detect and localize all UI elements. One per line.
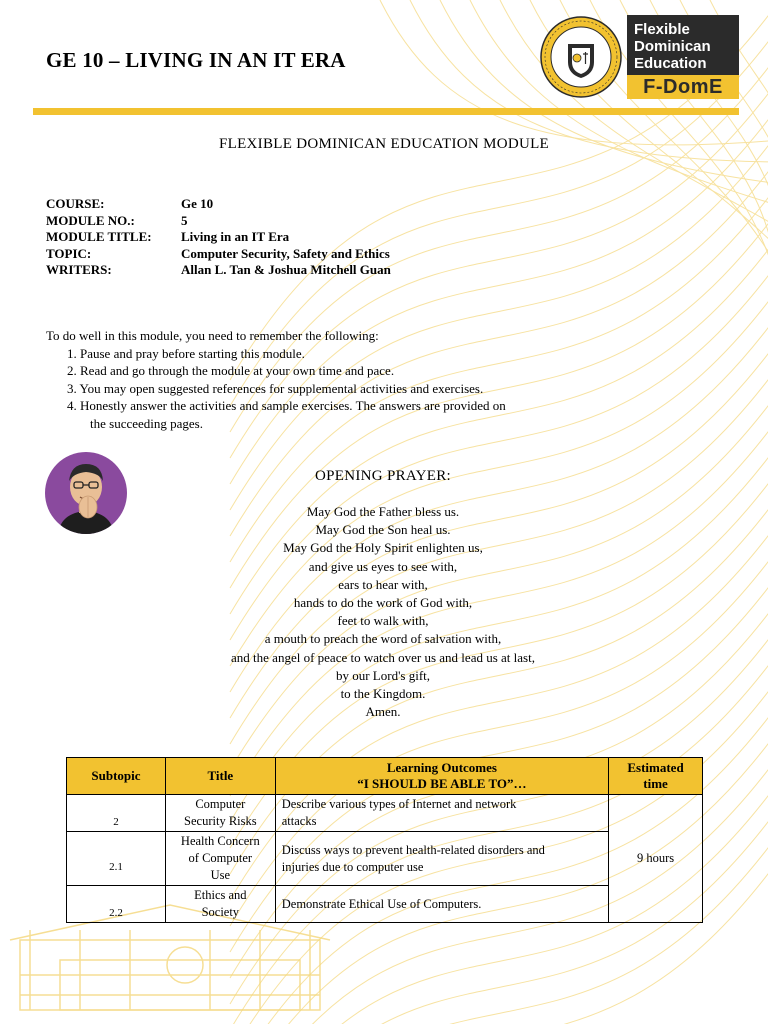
title-line: Society	[201, 905, 240, 919]
brand-line: Flexible	[634, 21, 690, 38]
list-item-continuation: the succeeding pages.	[90, 415, 203, 431]
prayer-line: May God the Holy Spirit enlighten us,	[283, 540, 483, 556]
cell-outcome	[275, 795, 608, 832]
info-row-course	[46, 196, 391, 213]
prayer-line: by our Lord's gift,	[335, 667, 431, 683]
prayer-line: Amen.	[365, 704, 401, 720]
instructions-lead: To do well in this module, you need to remember the following:	[46, 328, 379, 343]
instructions-list	[46, 345, 506, 415]
info-label: WRITERS:	[46, 262, 112, 277]
header-title: Title	[165, 758, 275, 795]
info-value: Ge 10	[181, 196, 214, 211]
subtopic-value: 2	[113, 815, 119, 828]
title-line: of Computer	[188, 851, 253, 865]
table-header-row	[67, 758, 703, 795]
title-line: Computer	[195, 797, 246, 811]
cell-subtopic	[67, 832, 166, 886]
info-label: COURSE:	[46, 196, 105, 211]
outcome-line: Demonstrate Ethical Use of Computers.	[281, 896, 482, 911]
cell-title	[165, 795, 275, 832]
title-line: Use	[210, 868, 231, 882]
header-estimated-time	[609, 758, 703, 795]
info-row-topic	[46, 246, 391, 263]
info-label: MODULE TITLE:	[46, 229, 152, 244]
info-row-module-title	[46, 229, 391, 246]
cell-outcome	[275, 886, 608, 923]
course-title: GE 10 – LIVING IN AN IT ERA	[46, 48, 346, 72]
title-line: Ethics and	[194, 888, 247, 902]
header-text: “I SHOULD BE ABLE TO”…	[357, 776, 527, 791]
wave-line	[230, 130, 768, 510]
brand-tag: F-DomE	[627, 75, 739, 99]
info-label: MODULE NO.:	[46, 212, 135, 228]
list-item: 1. Pause and pray before starting this module.	[67, 345, 305, 361]
list-item: 4. Honestly answer the activities and sample exercises. The answers are provided on	[67, 398, 506, 413]
cell-title	[165, 886, 275, 923]
brand-line: Dominican	[634, 38, 711, 55]
prayer-line: May God the Father bless us.	[306, 504, 460, 519]
list-item: 2. Read and go through the module at your own time and pace.	[67, 363, 395, 378]
info-value: Allan L. Tan & Joshua Mitchell Guan	[181, 262, 391, 277]
avatar-icon	[44, 451, 128, 535]
info-row-writers	[46, 262, 391, 279]
cell-subtopic	[67, 886, 166, 923]
outcome-line: Discuss ways to prevent health-related disorders and	[281, 842, 545, 857]
list-item: 3. You may open suggested references for supplemental activities and exercises.	[67, 380, 484, 396]
outcome-line: Describe various types of Internet and network	[281, 797, 517, 811]
prayer-line: ears to hear with,	[338, 576, 428, 592]
header-subtopic: Subtopic	[67, 758, 166, 795]
university-seal-icon	[540, 16, 622, 98]
info-value: Living in an IT Era	[181, 229, 290, 244]
header-learning-outcomes	[275, 758, 608, 795]
subtopic-value: 2.1	[109, 861, 123, 873]
module-info	[46, 196, 391, 279]
prayer-line: and the angel of peace to watch over us and lead us at last,	[231, 649, 535, 665]
prayer-line: a mouth to preach the word of salvation with,	[264, 631, 502, 647]
table-row	[67, 886, 703, 923]
module-heading: FLEXIBLE DOMINICAN EDUCATION MODULE	[218, 136, 550, 152]
header-divider	[33, 108, 739, 115]
header-text: Learning Outcomes	[386, 760, 497, 775]
prayer-line: and give us eyes to see with,	[308, 558, 458, 574]
title-line: Security Risks	[184, 814, 257, 828]
cell-subtopic	[67, 795, 166, 832]
cell-estimated-time: 9 hours	[609, 795, 703, 923]
brand-line: Education	[634, 55, 707, 72]
info-value: 5	[181, 212, 188, 228]
cell-title	[165, 832, 275, 886]
prayer-line: feet to walk with,	[337, 613, 429, 629]
fdome-logo	[627, 15, 739, 99]
module-instructions	[46, 327, 506, 432]
learning-outcomes-table	[66, 757, 703, 923]
cell-outcome	[275, 832, 608, 886]
header-text: time	[643, 776, 668, 791]
prayer-line: May God the Son heal us.	[315, 522, 451, 538]
info-value: Computer Security, Safety and Ethics	[181, 245, 390, 261]
header-text: Estimated	[627, 760, 684, 775]
table-row	[67, 832, 703, 886]
table-row	[67, 795, 703, 832]
prayer-line: hands to do the work of God with,	[293, 595, 473, 611]
prayer-title: OPENING PRAYER:	[314, 468, 452, 484]
subtopic-value: 2.2	[109, 906, 123, 919]
outcome-line: injuries due to computer use	[281, 859, 424, 874]
prayer-line: to the Kingdom.	[340, 686, 426, 702]
info-row-module-no	[46, 213, 391, 230]
info-label: TOPIC:	[46, 245, 92, 261]
opening-prayer	[150, 503, 616, 721]
title-line: Health Concern	[180, 834, 260, 848]
outcome-line: attacks	[281, 814, 317, 828]
